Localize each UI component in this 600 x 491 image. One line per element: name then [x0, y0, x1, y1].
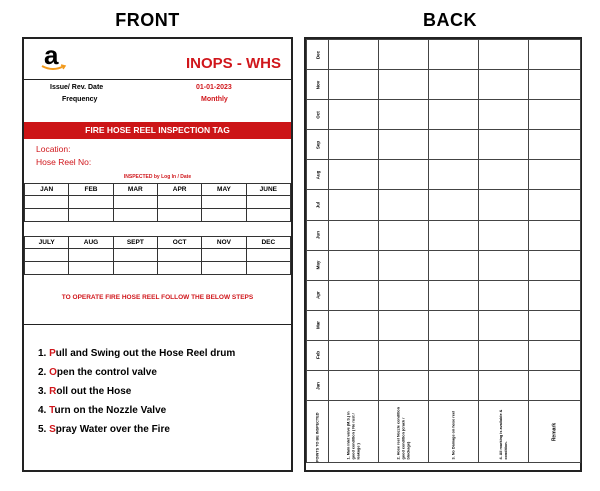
- check-cell[interactable]: [479, 250, 529, 280]
- check-cell[interactable]: [529, 130, 581, 160]
- check-cell[interactable]: [429, 371, 479, 401]
- entry-cell[interactable]: [246, 209, 290, 222]
- check-cell[interactable]: [379, 70, 429, 100]
- step-item: 2. Open the control valve: [38, 367, 157, 378]
- check-cell[interactable]: [379, 130, 429, 160]
- entry-cell[interactable]: [246, 196, 290, 209]
- check-cell[interactable]: [479, 371, 529, 401]
- entry-cell[interactable]: [69, 249, 113, 262]
- month-header: OCT: [157, 237, 201, 249]
- step-item: 4. Turn on the Nozzle Valve: [38, 405, 167, 416]
- check-cell[interactable]: [329, 310, 379, 340]
- check-cell[interactable]: [379, 371, 429, 401]
- front-card: [22, 37, 293, 472]
- check-cell[interactable]: [529, 250, 581, 280]
- entry-cell[interactable]: [25, 196, 69, 209]
- check-cell[interactable]: [429, 40, 479, 70]
- month-header: SEPT: [113, 237, 157, 249]
- check-cell[interactable]: [429, 70, 479, 100]
- check-cell[interactable]: [479, 40, 529, 70]
- remark-cell: Remark: [529, 401, 581, 463]
- entry-cell[interactable]: [25, 209, 69, 222]
- month-label-cell: Apr: [307, 280, 329, 310]
- entry-cell[interactable]: [202, 249, 246, 262]
- month-label-cell: Jul: [307, 190, 329, 220]
- check-cell[interactable]: [479, 280, 529, 310]
- month-label-cell: Oct: [307, 100, 329, 130]
- check-cell[interactable]: [329, 280, 379, 310]
- check-cell[interactable]: [529, 160, 581, 190]
- amazon-logo-icon: a: [39, 44, 69, 74]
- frequency-value: Monthly: [201, 96, 228, 103]
- check-cell[interactable]: [329, 250, 379, 280]
- check-cell[interactable]: [379, 40, 429, 70]
- check-cell[interactable]: [429, 310, 479, 340]
- back-heading: BACK: [423, 10, 477, 30]
- months-table-first-half: [24, 183, 291, 222]
- check-cell[interactable]: [529, 340, 581, 370]
- check-cell[interactable]: [379, 190, 429, 220]
- check-cell[interactable]: [479, 340, 529, 370]
- location-label: Location:: [36, 144, 71, 154]
- check-cell[interactable]: [329, 130, 379, 160]
- check-cell[interactable]: [529, 310, 581, 340]
- month-header: JULY: [25, 237, 69, 249]
- issue-date-label: Issue/ Rev. Date: [50, 84, 104, 91]
- month-label-cell: Mar: [307, 310, 329, 340]
- entry-cell[interactable]: [25, 262, 69, 275]
- check-cell[interactable]: [479, 190, 529, 220]
- brand-title: INOPS - WHS: [185, 55, 281, 72]
- entry-cell[interactable]: [113, 249, 157, 262]
- check-cell[interactable]: [429, 130, 479, 160]
- month-header: JAN: [25, 184, 69, 196]
- issue-date-value: 01-01-2023: [196, 84, 232, 91]
- month-header: MAR: [113, 184, 157, 196]
- months-table-second-half: [24, 236, 291, 275]
- check-cell[interactable]: [529, 70, 581, 100]
- entry-cell[interactable]: [157, 196, 201, 209]
- entry-cell[interactable]: [157, 209, 201, 222]
- points-label-cell: POINTS TO BE INSPECTED: [307, 401, 329, 463]
- check-cell[interactable]: [479, 220, 529, 250]
- check-cell[interactable]: [429, 160, 479, 190]
- inspection-point-cell: 3. No Damage on hose reel: [429, 401, 479, 463]
- entry-cell[interactable]: [202, 262, 246, 275]
- month-label-cell: Dec: [307, 40, 329, 70]
- back-card: [304, 37, 582, 472]
- month-header: APR: [157, 184, 201, 196]
- check-cell[interactable]: [329, 40, 379, 70]
- steps-list: [38, 344, 235, 439]
- month-header: AUG: [69, 237, 113, 249]
- check-cell[interactable]: [429, 190, 479, 220]
- month-header: DEC: [246, 237, 290, 249]
- check-cell[interactable]: [479, 100, 529, 130]
- month-header: FEB: [69, 184, 113, 196]
- check-cell[interactable]: [529, 371, 581, 401]
- check-cell[interactable]: [429, 220, 479, 250]
- month-label-cell: Jan: [307, 371, 329, 401]
- month-label-cell: Aug: [307, 160, 329, 190]
- entry-cell[interactable]: [202, 209, 246, 222]
- entry-cell[interactable]: [69, 262, 113, 275]
- hose-reel-label: Hose Reel No:: [36, 157, 92, 167]
- entry-cell[interactable]: [246, 249, 290, 262]
- month-header: NOV: [202, 237, 246, 249]
- frequency-label: Frequency: [62, 96, 98, 103]
- entry-cell[interactable]: [113, 196, 157, 209]
- inspected-by-label: INSPECTED by Log In / Date: [123, 174, 192, 180]
- check-cell[interactable]: [429, 250, 479, 280]
- check-cell[interactable]: [329, 70, 379, 100]
- month-label-cell: Nov: [307, 70, 329, 100]
- front-heading: FRONT: [115, 10, 180, 30]
- month-label-cell: Feb: [307, 340, 329, 370]
- check-cell[interactable]: [529, 190, 581, 220]
- check-cell[interactable]: [329, 100, 379, 130]
- check-cell[interactable]: [329, 190, 379, 220]
- check-cell[interactable]: [529, 40, 581, 70]
- check-cell[interactable]: [529, 280, 581, 310]
- entry-cell[interactable]: [157, 249, 201, 262]
- divider: [24, 79, 291, 80]
- inspection-point-cell: 4. All marking is available & condition.: [479, 401, 529, 463]
- check-cell[interactable]: [479, 310, 529, 340]
- entry-cell[interactable]: [69, 209, 113, 222]
- entry-cell[interactable]: [113, 262, 157, 275]
- step-item: 3. Roll out the Hose: [38, 386, 132, 397]
- inspection-point-cell: 1. Main inlet valve (M.S.) in good condition ( No rust / leakage ): [329, 401, 379, 463]
- entry-cell[interactable]: [202, 196, 246, 209]
- step-item: 5. Spray Water over the Fire: [38, 424, 170, 435]
- month-label-cell: May: [307, 250, 329, 280]
- check-cell[interactable]: [429, 100, 479, 130]
- check-cell[interactable]: [379, 100, 429, 130]
- check-cell[interactable]: [429, 340, 479, 370]
- entry-cell[interactable]: [113, 209, 157, 222]
- check-cell[interactable]: [329, 340, 379, 370]
- entry-cell[interactable]: [157, 262, 201, 275]
- tag-title-bar: FIRE HOSE REEL INSPECTION TAG: [24, 122, 291, 139]
- month-header: MAY: [202, 184, 246, 196]
- check-cell[interactable]: [429, 280, 479, 310]
- month-header: JUNE: [246, 184, 290, 196]
- inspection-point-cell: 2. Hose reel Nozzle condition good condition (crack / blockage): [379, 401, 429, 463]
- check-cell[interactable]: [479, 130, 529, 160]
- check-cell[interactable]: [529, 100, 581, 130]
- check-cell[interactable]: [329, 220, 379, 250]
- check-cell[interactable]: [379, 220, 429, 250]
- check-cell[interactable]: [379, 280, 429, 310]
- check-cell[interactable]: [479, 160, 529, 190]
- entry-cell[interactable]: [25, 249, 69, 262]
- entry-cell[interactable]: [246, 262, 290, 275]
- check-cell[interactable]: [329, 160, 379, 190]
- check-cell[interactable]: [379, 310, 429, 340]
- operate-instructions-title: TO OPERATE FIRE HOSE REEL FOLLOW THE BELOW STEPS: [61, 294, 254, 301]
- check-cell[interactable]: [479, 70, 529, 100]
- entry-cell[interactable]: [69, 196, 113, 209]
- check-cell[interactable]: [529, 220, 581, 250]
- check-cell[interactable]: [379, 250, 429, 280]
- check-cell[interactable]: [379, 160, 429, 190]
- step-item: 1. Pull and Swing out the Hose Reel drum: [38, 348, 236, 359]
- divider: [24, 324, 291, 325]
- check-cell[interactable]: [329, 371, 379, 401]
- inspection-grid: [306, 39, 581, 463]
- month-label-cell: Jun: [307, 220, 329, 250]
- check-cell[interactable]: [379, 340, 429, 370]
- month-label-cell: Sep: [307, 130, 329, 160]
